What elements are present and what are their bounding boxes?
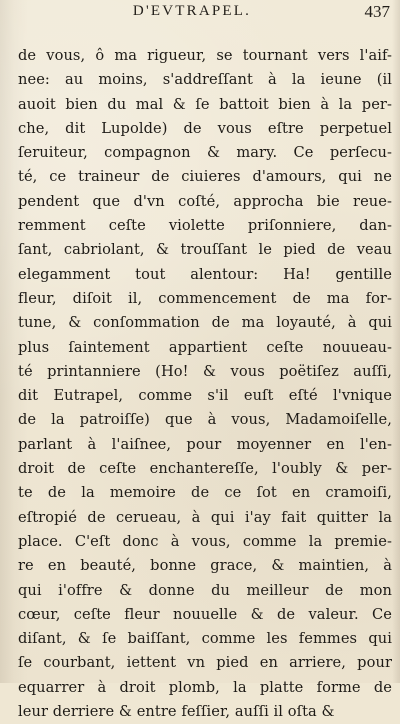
text-line: ſant, cabriolant, & trouſſant le pied de veau (18, 241, 392, 259)
text-line: ſeruiteur, compagnon & mary. Ce perſecu- (18, 144, 392, 162)
text-line: equarrer à droit plomb, la platte forme de (18, 678, 392, 696)
text-line: de la patroiſſe) que à vous, Madamoiſelle, (18, 411, 392, 429)
text-line: qui i'offre & donne du meilleur de mon (18, 581, 392, 599)
text-line: eſtropié de cerueau, à qui i'ay fait quitter la (18, 508, 392, 526)
text-line: de vous, ô ma rigueur, se tournant vers l'aif- (18, 47, 392, 64)
text-line: dit Eutrapel, comme s'il euſt eſté l'vnique (18, 387, 392, 405)
text-line: auoit bien du mal & ſe battoit bien à la per- (18, 95, 392, 113)
body-text (18, 44, 392, 724)
text-line: té printanniere (Ho! & vous poëtiſez auſſi, (18, 362, 392, 380)
text-line: leur derriere & entre feſſier, auſſi il oſta & (18, 703, 335, 721)
text-line: che, dit Lupolde) de vous eſtre perpetuel (18, 119, 392, 137)
text-line: remment ceſte violette priſonniere, dan- (18, 217, 392, 235)
text-line: pendent que d'vn coſté, approcha bie reue- (18, 192, 392, 210)
text-line: fleur, diſoit il, commencement de ma for- (18, 289, 392, 307)
text-line: nee: au moins, s'addreſſant à la ieune (il (18, 71, 392, 89)
text-line: tune, & conſommation de ma loyauté, à qui (18, 314, 392, 332)
text-line: re en beauté, bonne grace, & maintien, à (18, 557, 392, 575)
text-line: parlant à l'aiſnee, pour moyenner en l'en- (18, 435, 392, 453)
page-number: 437 (364, 2, 390, 21)
text-line: té, ce traineur de ciuieres d'amours, qui ne (18, 168, 392, 186)
text-line: plus ſaintement appartient ceſte nouueau- (18, 338, 392, 356)
page-edge-shadow (392, 0, 400, 683)
running-head: D'EVTRAPEL. (132, 3, 252, 19)
text-line: te de la memoire de ce ſot en cramoiſi, (18, 484, 392, 502)
text-line: diſant, & ſe baiſſant, comme les femmes qui (18, 630, 392, 648)
text-line: place. C'eſt donc à vous, comme la premie- (18, 532, 392, 550)
text-line: droit de ceſte enchantereſſe, l'oubly & per- (18, 460, 392, 478)
text-line: elegamment tout alentour: Ha! gentille (18, 265, 392, 283)
text-line: ſe courbant, iettent vn pied en arriere, pour (18, 654, 392, 672)
text-line: cœur, ceſte fleur nouuelle & de valeur. Ce (18, 605, 392, 623)
